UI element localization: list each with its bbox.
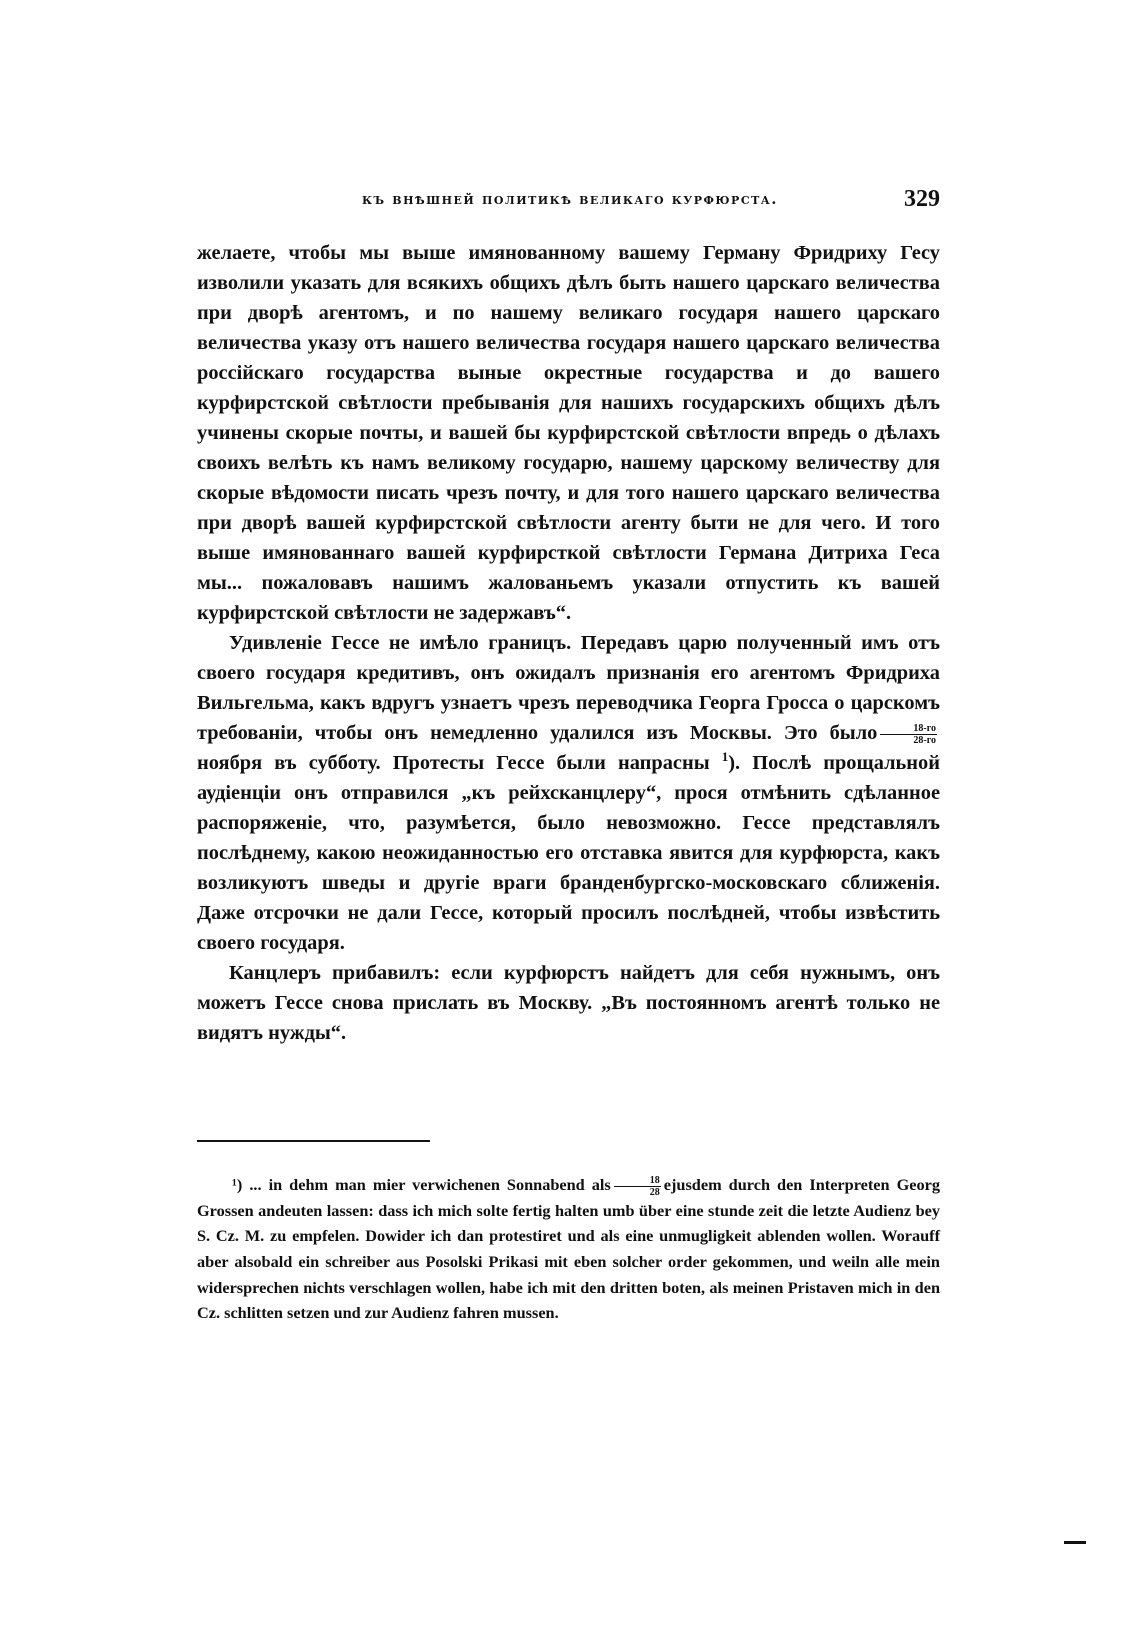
paragraph-2-part-a: Удивленіе Гессе не имѣло границъ. Передавъ царю полученный имъ отъ своего государя кредитивъ, онъ ожидалъ признанія его агентомъ Фридриха Вильгельма, какъ вдругъ узнаетъ чрезъ переводчика Георга Гросса о царскомъ требованіи, чтобы онъ немедленно удалился изъ Москвы. Это было bbox=[197, 632, 940, 744]
date-fraction bbox=[880, 723, 937, 746]
main-text bbox=[197, 238, 940, 1048]
footnote-reference[interactable]: 1 bbox=[721, 749, 729, 765]
footnote-fraction-top: 18 bbox=[614, 1175, 661, 1187]
paragraph-3: Канцлеръ прибавилъ: если курфюрстъ найдетъ для себя нужнымъ, онъ можетъ Гессе снова прислать въ Москву. „Въ постоянномъ агентѣ только не видятъ нужды“. bbox=[197, 962, 940, 1044]
page-number: 329 bbox=[904, 186, 940, 212]
date-fraction-top: 18-го bbox=[880, 723, 937, 735]
paragraph-2 bbox=[197, 628, 940, 958]
footnote-part-a: ... in dehm man mier verwichenen Sonnabend als bbox=[249, 1175, 611, 1194]
date-fraction-bottom: 28-го bbox=[913, 734, 936, 746]
footnote-part-b: ejusdem durch den Interpreten Georg Grossen andeuten lassen: dass ich mich solte fertig halten umb über eine stunde zeit die letzte Audienz bey S. Cz. M. zu empfelen. Dowider ich dan protestiret und als eine unmugligkeit ablenden wollen. Worauff aber alsobald ein schreiber aus Posolski Prikasi mit eben solcher order gekommen, und weiln alle mein widersprechen nichts verschlagen wollen, habe ich mit den dritten boten, als meinen Pristaven mich in den Cz. schlitten setzen und zur Audienz fahren mussen. bbox=[197, 1175, 940, 1323]
paragraph-1: желаете, чтобы мы выше имянованному вашему Герману Фридриху Гесу изволили указать для всякихъ общихъ дѣлъ быть нашего царскаго величества при дворѣ агентомъ, и по нашему великаго государя нашего царскаго величества указу отъ нашего величества государя нашего царскаго величества россійскаго государства выные окрестные государства и до вашего курфирстской свѣтлости пребыванія для нашихъ государскихъ общихъ дѣлъ учинены скорые почты, и вашей бы курфирстской свѣтлости впредь о дѣлахъ своихъ велѣть къ намъ великому государю, нашему царскому величеству для скорые вѣдомости писать чрезъ почту, и для того нашего царскаго величества при дворѣ вашей курфирстской свѣтлости агенту быти не для чего. И того выше имянованнаго вашей курфирсткой свѣтлости Германа Дитриха Геса мы... пожаловавъ нашимъ жалованьемъ указали отпустить къ вашей курфирстской свѣтлости не задержавъ“. bbox=[197, 242, 940, 624]
footnote-marker: ¹) bbox=[232, 1175, 243, 1194]
paragraph-2-part-b: ноября въ субботу. Протесты Гессе были напрасны bbox=[197, 752, 710, 774]
footnote-fraction bbox=[614, 1175, 661, 1198]
page-header bbox=[200, 186, 940, 216]
paragraph-2-part-c: ). Послѣ прощальной аудіенціи онъ отправился „къ рейхсканцлеру“, прося отмѣнить сдѣланное распоряженіе, что, разумѣется, было невозможно. Гессе представлялъ послѣднему, какою неожиданностью его отставка явится для курфюрста, какъ возликуютъ шведы и другіе враги бранденбургско-московскаго сближенія. Даже отсрочки не дали Гессе, который просилъ послѣдней, чтобы извѣстить своего государя. bbox=[197, 752, 940, 954]
footnote-fraction-bottom: 28 bbox=[649, 1186, 660, 1198]
running-title: къ внѣшней политикѣ великаго курфюрста. bbox=[362, 190, 778, 208]
footnote bbox=[197, 1172, 940, 1326]
footnote-divider bbox=[197, 1140, 430, 1142]
scan-edge-mark bbox=[1064, 1541, 1086, 1544]
